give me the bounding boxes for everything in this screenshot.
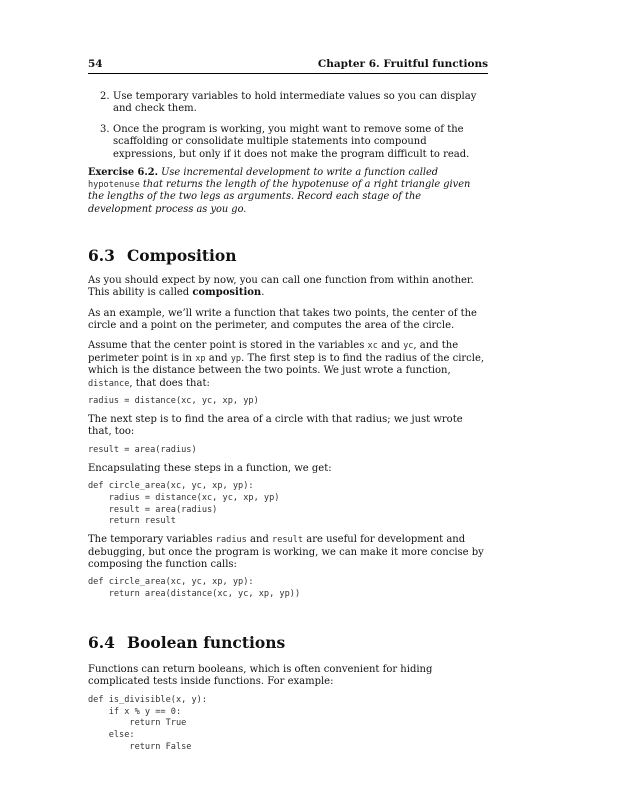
text: , that does that: bbox=[129, 377, 210, 389]
list-item bbox=[88, 91, 488, 116]
section-title: Composition bbox=[126, 245, 237, 265]
list-item-number: 3. bbox=[100, 123, 110, 135]
inline-code: yp bbox=[230, 353, 242, 364]
paragraph: As an example, we’ll write a function that takes two points, the center of the circle and a point on the perimeter, and computes the area of the circle. bbox=[88, 307, 477, 332]
code-block: def circle_area(xc, yc, xp, yp): radius = distance(xc, yc, xp, yp) result = area(radius) return result bbox=[88, 480, 280, 527]
section-heading-composition bbox=[88, 246, 488, 265]
paragraph: Encapsulating these steps in a function, we get: bbox=[88, 462, 332, 474]
text: The temporary variables bbox=[88, 534, 213, 546]
inline-code: xp bbox=[195, 353, 206, 364]
section-number: 6.3 bbox=[88, 245, 115, 265]
text: are useful for development and debugging, but once the program is working, we can make it more concise by composing the function calls: bbox=[88, 534, 484, 570]
text: As you should expect by now, you can call one function from within another. This ability is called bbox=[88, 274, 474, 299]
running-header bbox=[88, 58, 488, 74]
text: and bbox=[250, 534, 269, 546]
chapter-title: Chapter 6. Fruitful functions bbox=[317, 58, 488, 70]
paragraph: Functions can return booleans, which is often convenient for hiding complicated tests inside functions. For example: bbox=[88, 663, 433, 688]
code-block: def is_divisible(x, y): if x % y == 0: return True else: return False bbox=[88, 694, 207, 752]
exercise-text-1: Use incremental development to write a function called bbox=[161, 167, 439, 179]
inline-code: yc bbox=[403, 341, 414, 352]
text: and bbox=[381, 340, 400, 352]
section-number: 6.4 bbox=[88, 632, 115, 652]
text: and bbox=[208, 352, 228, 364]
code-block: result = area(radius) bbox=[88, 444, 197, 455]
section-title: Boolean functions bbox=[126, 632, 286, 652]
page-number: 54 bbox=[88, 58, 103, 70]
inline-code: xc bbox=[367, 341, 378, 352]
inline-code: distance bbox=[88, 378, 130, 389]
page bbox=[88, 58, 488, 754]
code-block: radius = distance(xc, yc, xp, yp) bbox=[88, 396, 259, 407]
exercise-label: Exercise 6.2. bbox=[88, 167, 159, 179]
section-heading-boolean-functions bbox=[88, 633, 488, 652]
paragraph bbox=[88, 534, 488, 571]
text: Assume that the center point is stored in the variables bbox=[88, 340, 365, 352]
list-item bbox=[88, 124, 488, 161]
list-item-text: Use temporary variables to hold intermediate values so you can display and check them. bbox=[113, 91, 477, 115]
text: , and the perimeter point is in bbox=[88, 340, 459, 364]
numbered-list bbox=[88, 91, 488, 161]
paragraph: The next step is to find the area of a circle with that radius; we just wrote that, too: bbox=[88, 413, 463, 438]
inline-code: radius bbox=[215, 535, 247, 546]
paragraph bbox=[88, 275, 488, 300]
exercise-6-2 bbox=[88, 167, 488, 216]
paragraph bbox=[88, 340, 488, 390]
list-item-text: Once the program is working, you might want to remove some of the scaffolding or consolidate multiple statements into compound expressions, but only if it does not make the program difficult to read. bbox=[113, 123, 470, 160]
exercise-code: hypotenuse bbox=[88, 180, 140, 191]
text: . The first step is to find the radius of the circle, which is the distance between the two points. We just wrote a function, bbox=[88, 352, 485, 377]
inline-code: result bbox=[272, 535, 304, 546]
exercise-text-2: that returns the length of the hypotenuse of a right triangle given the lengths of the two legs as arguments. Record each stage of the development process as you go. bbox=[88, 179, 471, 215]
text: . bbox=[261, 287, 265, 299]
code-block: def circle_area(xc, yc, xp, yp): return area(distance(xc, yc, xp, yp)) bbox=[88, 577, 301, 600]
term-composition: composition bbox=[192, 287, 262, 299]
list-item-number: 2. bbox=[100, 91, 110, 102]
